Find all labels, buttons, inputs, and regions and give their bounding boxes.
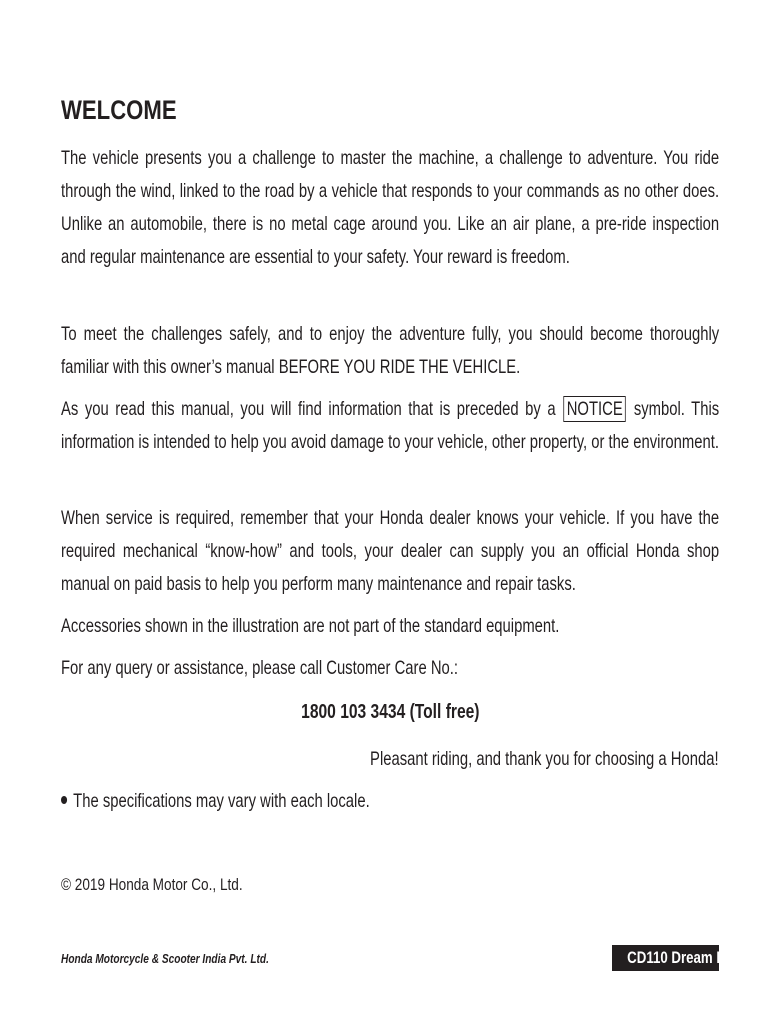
bullet-icon xyxy=(61,796,67,804)
page-title: WELCOME xyxy=(61,95,177,125)
copyright-notice: © 2019 Honda Motor Co., Ltd. xyxy=(61,875,243,894)
model-badge: CD110 Dream DX xyxy=(612,945,719,971)
manual-page xyxy=(61,0,735,1024)
intro-paragraph: The vehicle presents you a challenge to master the machine, a challenge to adventure. You ride through the wind, linked to the road by a vehicle that responds to your commands as no other does. Unlike an automobile, there is no metal cage around you. Like an air plane, a pre-ride inspection and regular maintenance are essential to your safety. Your reward is freedom. xyxy=(61,147,720,268)
notice-symbol: NOTICE xyxy=(564,396,626,422)
service-paragraph: When service is required, remember that your Honda dealer knows your vehicle. If you have the required mechanical “know-how” and tools, your dealer can supply you an official Honda shop manual on paid basis to help you perform many maintenance and repair tasks. xyxy=(61,507,720,595)
notice-paragraph-tail: symbol. This information is intended to help you avoid damage to your vehicle, other property, or the environment. xyxy=(61,398,720,453)
familiarity-paragraph: To meet the challenges safely, and to enjoy the adventure fully, you should become thoroughly familiar with this owner’s manual BEFORE YOU RIDE THE VEHICLE. xyxy=(61,323,720,378)
customer-care-number: 1800 103 3434 (Toll free) xyxy=(300,701,480,723)
specifications-note-text: The specifications may vary with each locale. xyxy=(73,790,370,812)
notice-paragraph xyxy=(61,393,719,459)
specifications-note xyxy=(61,786,467,816)
closing-line: Pleasant riding, and thank you for choosing a Honda! xyxy=(370,748,719,770)
customer-care-paragraph: For any query or assistance, please call Customer Care No.: xyxy=(61,657,459,679)
notice-paragraph-lead: As you read this manual, you will find information that is preceded by a xyxy=(61,398,556,420)
accessories-paragraph: Accessories shown in the illustration are not part of the standard equipment. xyxy=(61,615,560,637)
footer-company: Honda Motorcycle & Scooter India Pvt. Ltd. xyxy=(61,951,269,966)
